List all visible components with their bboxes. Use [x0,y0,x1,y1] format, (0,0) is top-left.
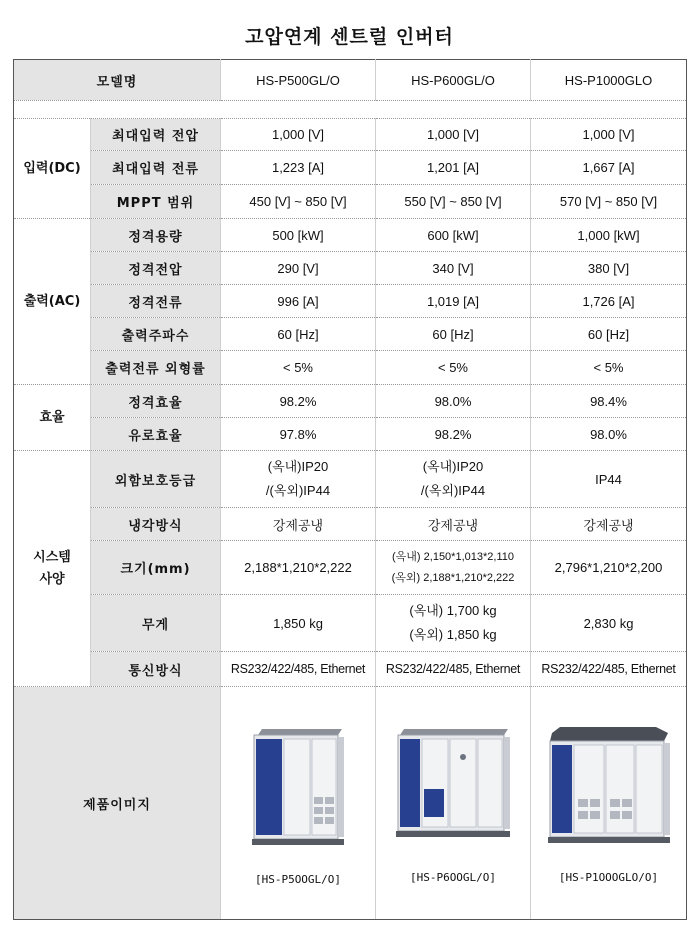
cell-value: (옥내) 2,150*1,013*2,110 (옥외) 2,188*1,210*2,222 [376,541,531,595]
cell-value: 60 [Hz] [221,318,376,351]
image-caption: [HS-P6OOGL/O] [409,871,497,884]
cell-value: 996 [A] [221,285,376,318]
cell-value: (옥내)IP20 /(옥외)IP44 [376,451,531,508]
cell-value: (옥내) 1,700 kg (옥외) 1,850 kg [376,595,531,652]
product-image-cell [376,687,531,920]
cell-value: (옥내)IP20 /(옥외)IP44 [221,451,376,508]
group-label-efficiency: 효율 [14,385,91,451]
table-row [14,652,687,687]
cell-value: RS232/422/485, Ethernet [376,652,531,687]
header-row [14,60,687,101]
inverter-cabinet-image [394,727,512,839]
spacer-cell [14,101,687,119]
row-label: 최대입력 전압 [91,119,221,151]
spec-table [13,59,687,920]
table-row [14,185,687,219]
model-name: HS-P600GL/O [376,60,531,101]
cell-value: 2,188*1,210*2,222 [221,541,376,595]
cell-value: 500 [kW] [221,219,376,252]
row-label: 최대입력 전류 [91,151,221,185]
cell-value: < 5% [221,351,376,385]
cell-value: 290 [V] [221,252,376,285]
group-label-output: 출력(AC) [14,219,91,385]
cell-value: 60 [Hz] [531,318,687,351]
cell-value: 1,000 [V] [531,119,687,151]
row-label: 냉각방식 [91,508,221,541]
table-row [14,541,687,595]
cell-value: < 5% [376,351,531,385]
row-label: 정격전류 [91,285,221,318]
table-row [14,119,687,151]
image-caption: [HS-P1OOOGLO/O] [558,871,659,884]
table-row [14,151,687,185]
product-image-cell [221,687,376,920]
model-name: HS-P1000GLO [531,60,687,101]
cell-value: 600 [kW] [376,219,531,252]
cell-value: 1,000 [V] [376,119,531,151]
table-row [14,418,687,451]
cell-value: 98.2% [376,418,531,451]
table-row [14,385,687,418]
cell-value: 98.0% [376,385,531,418]
cell-value: 450 [V] ~ 850 [V] [221,185,376,219]
cell-value: 1,850 kg [221,595,376,652]
model-name: HS-P500GL/O [221,60,376,101]
row-label: 출력주파수 [91,318,221,351]
cell-value: 1,223 [A] [221,151,376,185]
cell-value: < 5% [531,351,687,385]
table-row [14,351,687,385]
inverter-cabinet-image [250,727,346,847]
table-row [14,595,687,652]
inverter-cabinet-image [546,727,672,845]
group-label-system: 시스템 사양 [14,451,91,687]
spacer-row [14,101,687,119]
cell-value: 1,201 [A] [376,151,531,185]
model-header-label: 모델명 [14,60,221,101]
cell-value: 강제공냉 [376,508,531,541]
row-label: 정격전압 [91,252,221,285]
cell-value: 2,830 kg [531,595,687,652]
cell-value: 97.8% [221,418,376,451]
cell-value: IP44 [531,451,687,508]
image-caption: [HS-P5OOGL/O] [254,873,342,886]
table-row [14,252,687,285]
group-label-input: 입력(DC) [14,119,91,219]
table-row [14,508,687,541]
cell-value: 60 [Hz] [376,318,531,351]
cell-value: 강제공냉 [221,508,376,541]
cell-value: 380 [V] [531,252,687,285]
row-label: 외함보호등급 [91,451,221,508]
table-row [14,285,687,318]
cell-value: 2,796*1,210*2,200 [531,541,687,595]
row-label: 출력전류 외형률 [91,351,221,385]
cell-value: RS232/422/485, Ethernet [531,652,687,687]
cell-value: 98.4% [531,385,687,418]
cell-value: 강제공냉 [531,508,687,541]
cell-value: 340 [V] [376,252,531,285]
table-row [14,219,687,252]
table-row [14,318,687,351]
cell-value: 1,726 [A] [531,285,687,318]
cell-value: 98.2% [221,385,376,418]
cell-value: 570 [V] ~ 850 [V] [531,185,687,219]
row-label: 정격효율 [91,385,221,418]
cell-value: 98.0% [531,418,687,451]
product-image-cell [531,687,687,920]
row-label: 통신방식 [91,652,221,687]
row-label: 정격용량 [91,219,221,252]
row-label: 무게 [91,595,221,652]
cell-value: 1,667 [A] [531,151,687,185]
row-label: 크기(mm) [91,541,221,595]
table-row [14,451,687,508]
row-label: MPPT 범위 [91,185,221,219]
row-label-image: 제품이미지 [14,687,221,920]
row-label: 유로효율 [91,418,221,451]
cell-value: 1,019 [A] [376,285,531,318]
cell-value: RS232/422/485, Ethernet [221,652,376,687]
cell-value: 550 [V] ~ 850 [V] [376,185,531,219]
page-title: 고압연계 센트럴 인버터 [245,26,454,48]
image-row [14,687,687,920]
cell-value: 1,000 [V] [221,119,376,151]
cell-value: 1,000 [kW] [531,219,687,252]
